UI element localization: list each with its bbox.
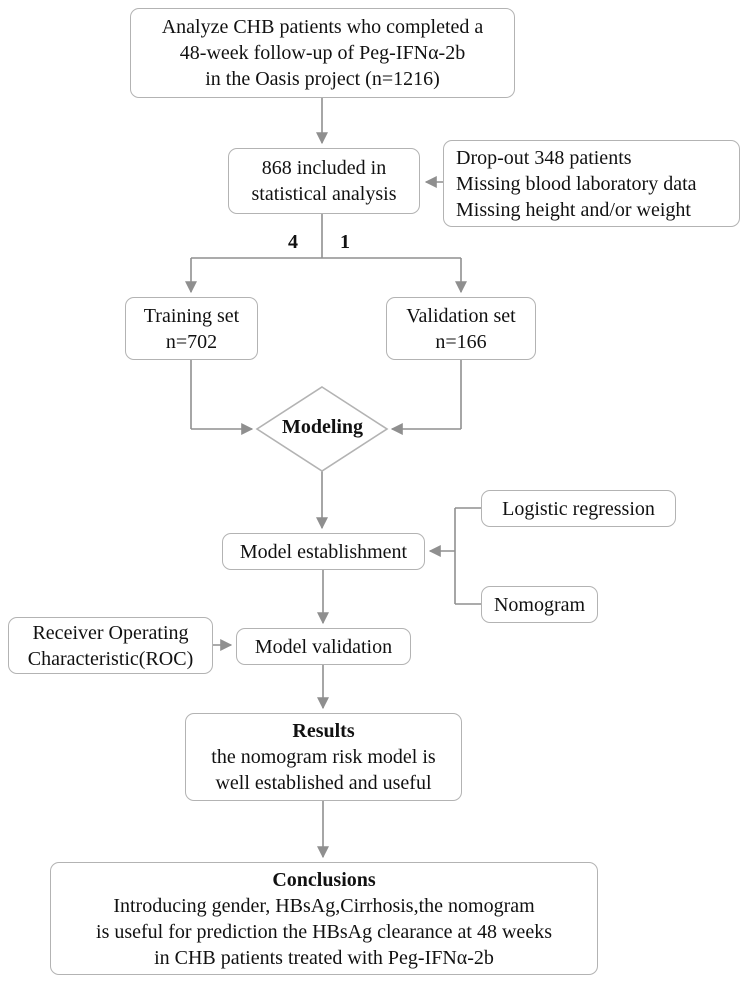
connector-validation-to-modeling	[392, 360, 461, 429]
analyze-box	[130, 8, 515, 98]
split-label-right: 1	[340, 231, 350, 253]
included-line-2: statistical analysis	[251, 183, 397, 205]
roc-box	[8, 617, 213, 674]
results-line-2: well established and useful	[215, 772, 432, 794]
nomogram-box	[481, 586, 598, 623]
logistic-regression-label: Logistic regression	[502, 497, 655, 520]
analyze-line-1: Analyze CHB patients who completed a	[161, 16, 484, 38]
logistic-regression-box	[481, 490, 676, 527]
dropout-box	[443, 140, 740, 227]
connector-training-to-modeling	[191, 360, 252, 429]
training-line-1: Training set	[143, 304, 240, 327]
modeling-label: Modeling	[281, 416, 364, 438]
nomogram-label: Nomogram	[493, 593, 586, 616]
conclusions-line-3: in CHB patients treated with Peg-IFNα-2b	[154, 946, 494, 969]
included-line-1: 868 included in	[261, 157, 387, 179]
included-box	[228, 148, 420, 214]
model-validation-box	[236, 628, 411, 665]
connector-included-split	[191, 214, 461, 292]
model-establishment-box	[222, 533, 425, 570]
analyze-line-2: 48-week follow-up of Peg-IFNα-2b	[179, 42, 466, 64]
results-box	[185, 713, 462, 801]
model-establishment-label: Model establishment	[239, 540, 408, 563]
conclusions-box	[50, 862, 598, 975]
conclusions-title: Conclusions	[272, 868, 376, 891]
training-line-2: n=702	[165, 330, 218, 353]
conclusions-line-1: Introducing gender, HBsAg,Cirrhosis,the nomogram	[113, 894, 535, 917]
results-line-1: the nomogram risk model is	[211, 746, 436, 768]
validation-set-box	[386, 297, 536, 360]
connector-methods-to-establishment	[430, 508, 481, 604]
analyze-line-3: in the Oasis project (n=1216)	[205, 68, 440, 90]
model-validation-label: Model validation	[254, 635, 393, 658]
dropout-line-3: Missing height and/or weight	[456, 198, 691, 221]
dropout-line-2: Missing blood laboratory data	[456, 172, 697, 195]
validation-line-2: n=166	[435, 330, 487, 353]
training-set-box	[125, 297, 258, 360]
conclusions-line-2: is useful for prediction the HBsAg clearance at 48 weeks	[96, 920, 552, 943]
dropout-line-1: Drop-out 348 patients	[456, 146, 632, 169]
roc-line-2: Characteristic(ROC)	[27, 647, 194, 670]
results-title: Results	[292, 720, 355, 742]
validation-line-1: Validation set	[406, 304, 516, 327]
roc-line-1: Receiver Operating	[32, 621, 189, 644]
split-label-left: 4	[288, 231, 298, 253]
